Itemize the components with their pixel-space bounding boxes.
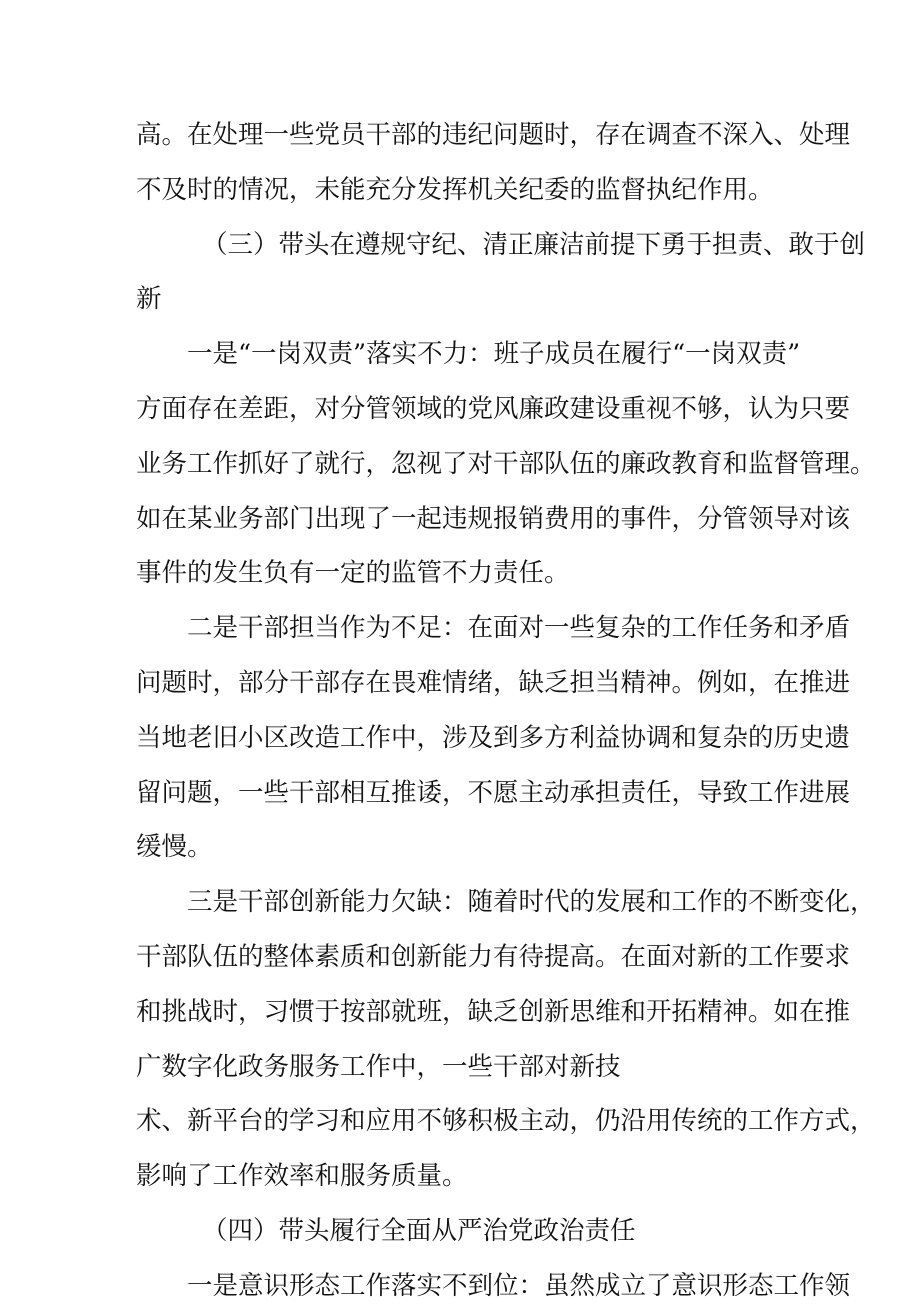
text-line: 术、新平台的学习和应用不够积极主动，仍沿用传统的工作方式， (136, 1106, 876, 1137)
paragraph-start: 二是干部担当作为不足：在面对一些复杂的工作任务和矛盾 (187, 613, 851, 644)
text-line: 方面存在差距，对分管领域的党风廉政建设重视不够，认为只要 (136, 393, 851, 424)
text-line: 问题时，部分干部存在畏难情绪，缺乏担当精神。例如，在推进 (136, 667, 851, 698)
text-line: 如在某业务部门出现了一起违规报销费用的事件，分管领导对该 (136, 503, 851, 534)
text-line: 干部队伍的整体素质和创新能力有待提高。在面对新的工作要求 (136, 941, 851, 972)
text-line: 业务工作抓好了就行，忽视了对干部队伍的廉政教育和监督管理。 (136, 448, 876, 479)
section-heading-3-continued: 新 (136, 284, 162, 315)
text-line: 影响了工作效率和服务质量。 (136, 1161, 468, 1192)
text-line: 广数字化政务服务工作中，一些干部对新技 (136, 1051, 621, 1082)
paragraph-start: 三是干部创新能力欠缺：随着时代的发展和工作的不断变化， (187, 887, 876, 918)
section-heading-3: （三）带头在遵规守纪、清正廉洁前提下勇于担责、敢于创 (202, 229, 866, 260)
text-line: 留问题，一些干部相互推诿，不愿主动承担责任，导致工作进展 (136, 777, 851, 808)
paragraph-start: 一是意识形态工作落实不到位：虽然成立了意识形态工作领 (187, 1270, 851, 1301)
text-line: 和挑战时，习惯于按部就班，缺乏创新思维和开拓精神。如在推 (136, 996, 851, 1027)
text-line: 不及时的情况，未能充分发挥机关纪委的监督执纪作用。 (136, 174, 774, 205)
text-line: 高。在处理一些党员干部的违纪问题时，存在调查不深入、处理 (136, 120, 851, 150)
paragraph-start: 一是“一岗双责”落实不力：班子成员在履行“一岗双责” (187, 339, 801, 370)
text-line: 缓慢。 (136, 832, 213, 863)
text-line: 当地老旧小区改造工作中，涉及到多方利益协调和复杂的历史遗 (136, 722, 851, 753)
text-line: 事件的发生负有一定的监管不力责任。 (136, 558, 570, 589)
document-body (136, 108, 876, 1314)
section-heading-4: （四）带头履行全面从严治党政治责任 (202, 1215, 636, 1246)
